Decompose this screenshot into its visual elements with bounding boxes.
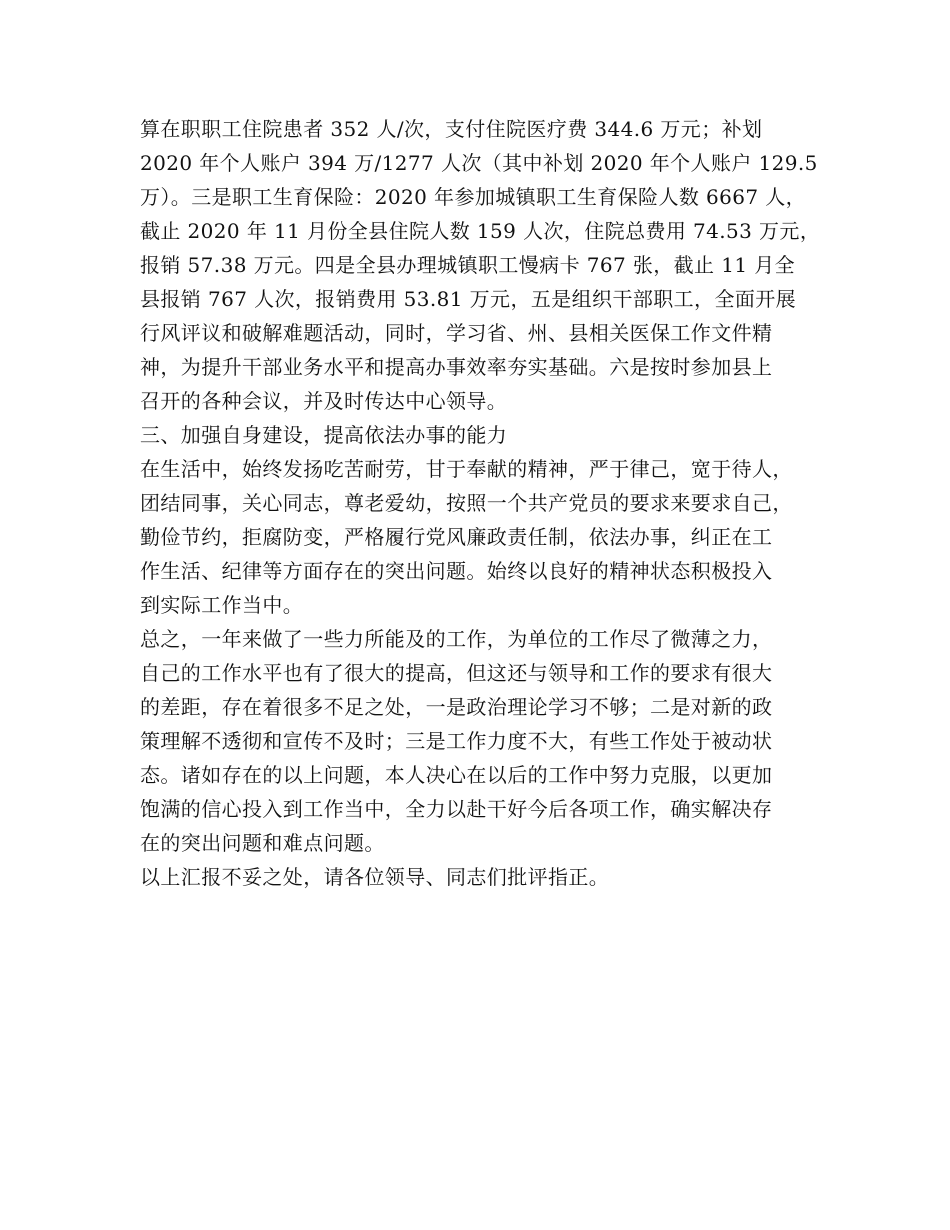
text-line: 总之，一年来做了一些力所能及的工作，为单位的工作尽了微薄之力， [140,627,773,651]
text-line: 召开的各种会议，并及时传达中心领导。 [140,389,508,413]
text-line: 团结同事，关心同志，尊老爱幼，按照一个共产党员的要求来要求自己， [140,491,793,515]
text-line: 到实际工作当中。 [140,593,304,617]
text-line: 勤俭节约，拒腐防变，严格履行党风廉政责任制，依法办事，纠正在工 [140,525,773,549]
text-line: 策理解不透彻和宣传不及时；三是工作力度不大，有些工作处于被动状 [140,729,773,753]
text-line: 2020 年个人账户 394 万/1277 人次（其中补划 2020 年个人账户 129.5 [140,151,818,175]
text-line: 的差距，存在着很多不足之处，一是政治理论学习不够；二是对新的政 [140,695,773,719]
text-line: 自己的工作水平也有了很大的提高，但这还与领导和工作的要求有很大 [140,661,773,685]
text-line: 饱满的信心投入到工作当中，全力以赴干好今后各项工作，确实解决存 [140,797,773,821]
document-body [140,112,840,894]
text-line: 截止 2020 年 11 月份全县住院人数 159 人次，住院总费用 74.53 万元， [140,219,821,243]
text-line: 行风评议和破解难题活动，同时，学习省、州、县相关医保工作文件精 [140,321,773,345]
text-line: 作生活、纪律等方面存在的突出问题。始终以良好的精神状态积极投入 [140,559,773,583]
text-line: 县报销 767 人次，报销费用 53.81 万元，五是组织干部职工，全面开展 [140,287,797,311]
text-line: 神，为提升干部业务水平和提高办事效率夯实基础。六是按时参加县上 [140,355,773,379]
text-line: 态。诸如存在的以上问题，本人决心在以后的工作中努力克服，以更加 [140,763,773,787]
text-line: 报销 57.38 万元。四是全县办理城镇职工慢病卡 767 张，截止 11 月全 [140,253,796,277]
text-line: 万）。三是职工生育保险：2020 年参加城镇职工生育保险人数 6667 人， [140,185,807,209]
text-line: 在生活中，始终发扬吃苦耐劳，甘于奉献的精神，严于律己，宽于待人， [140,457,793,481]
text-line: 算在职职工住院患者 352 人/次，支付住院医疗费 344.6 万元；补划 [140,117,763,141]
section-heading: 三、加强自身建设，提高依法办事的能力 [140,423,508,447]
text-line: 在的突出问题和难点问题。 [140,831,385,855]
closing-line: 以上汇报不妥之处，请各位领导、同志们批评指正。 [140,865,610,889]
